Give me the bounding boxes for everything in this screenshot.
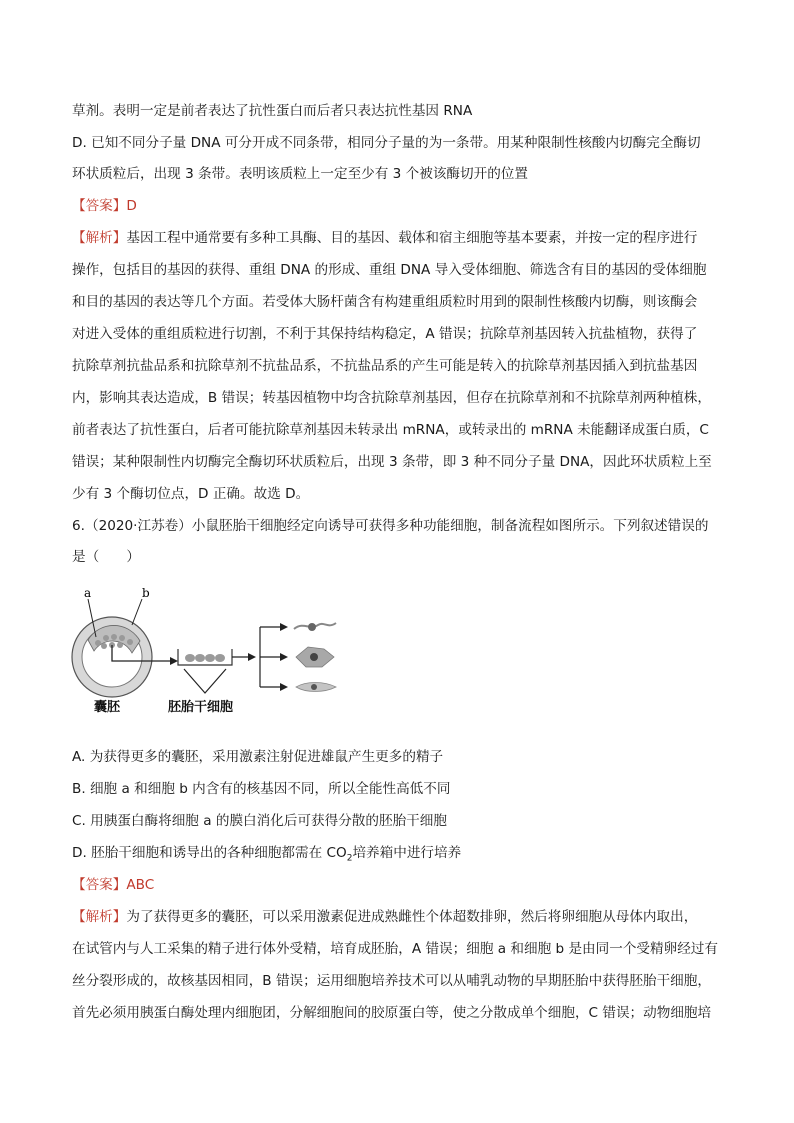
neuron-cell <box>294 623 336 631</box>
analysis-tag: 【解析】 <box>72 909 127 925</box>
analysis-text: 基因工程中通常要有多种工具酶、目的基因、载体和宿主细胞等基本要素，并按一定的程序进行 <box>126 230 698 246</box>
fibroblast-cell <box>296 683 336 692</box>
answer-tag: 【答案】 <box>72 877 127 893</box>
muscle-cell <box>296 647 334 667</box>
option-c: C. 用胰蛋白酶将细胞 a 的膜白消化后可获得分散的胚胎干细胞 <box>72 813 447 829</box>
option-d <box>72 843 461 869</box>
text-line: 草剂。表明一定是前者表达了抗性蛋白而后者只表达抗性基因 RNA <box>72 103 473 119</box>
analysis-line: 对进入受体的重组质粒进行切割，不利于其保持结构稳定，A 错误；抗除草剂基因转入抗盐植物，获得了 <box>72 326 698 342</box>
culture-dish <box>178 649 232 665</box>
analysis-text: 为了获得更多的囊胚，可以采用激素促进成熟雌性个体超数排卵，然后将卵细胞从母体内取出， <box>126 909 698 925</box>
option-a: A. 为获得更多的囊胚，采用激素注射促进雄鼠产生更多的精子 <box>72 749 444 765</box>
answer-tag: 【答案】 <box>72 198 127 214</box>
analysis-line: 少有 3 个酶切位点，D 正确。故选 D。 <box>72 486 310 502</box>
answer-line <box>72 875 154 895</box>
analysis-line: 首先必须用胰蛋白酶处理内细胞团，分解细胞间的胶原蛋白等，使之分散成单个细胞，C 错误；动物细胞培 <box>72 1005 712 1021</box>
analysis-line: 和目的基因的表达等几个方面。若受体大肠杆菌含有构建重组质粒时用到的限制性核酸内切酶，则该酶会 <box>72 294 698 310</box>
label-b: b <box>142 586 150 600</box>
analysis-line: 在试管内与人工采集的精子进行体外受精，培育成胚胎，A 错误；细胞 a 和细胞 b 是由同一个受精卵经过有 <box>72 941 718 957</box>
label-embryonic-stem-cell: 胚胎干细胞 <box>168 700 234 715</box>
bracket-lines <box>184 669 226 693</box>
analysis-line: 抗除草剂抗盐品系和抗除草剂不抗盐品系，不抗盐品系的产生可能是转入的抗除草剂基因插入到抗盐基因 <box>72 358 698 374</box>
analysis-line <box>72 228 697 248</box>
label-blastocyst: 囊胚 <box>94 700 121 715</box>
option-d-text-end: 培养箱中进行培养 <box>352 845 462 861</box>
option-d-text: D. 胚胎干细胞和诱导出的各种细胞都需在 CO <box>72 845 347 861</box>
analysis-line <box>72 907 697 927</box>
analysis-line: 前者表达了抗性蛋白，后者可能抗除草剂基因未转录出 mRNA，或转录出的 mRNA 未能翻译成蛋白质，C <box>72 422 709 438</box>
question-stem: 是（ ） <box>72 549 140 565</box>
analysis-line: 操作，包括目的基因的获得、重组 DNA 的形成、重组 DNA 导入受体细胞、筛选含有目的基因的受体细胞 <box>72 262 707 278</box>
label-a: a <box>84 586 92 600</box>
answer-value: ABC <box>126 877 155 893</box>
answer-value: D <box>126 198 137 214</box>
analysis-line: 错误；某种限制性内切酶完全酶切环状质粒后，出现 3 条带，即 3 种不同分子量 DNA，因此环状质粒上至 <box>72 454 712 470</box>
text-line: 环状质粒后，出现 3 条带。表明该质粒上一定至少有 3 个被该酶切开的位置 <box>72 166 528 182</box>
analysis-line: 丝分裂形成的，故核基因相同，B 错误；运用细胞培养技术可以从哺乳动物的早期胚胎中获得胚胎干细胞， <box>72 973 711 989</box>
leader-line-b <box>132 599 142 625</box>
option-b: B. 细胞 a 和细胞 b 内含有的核基因不同，所以全能性高低不同 <box>72 781 451 797</box>
analysis-line: 内，影响其表达造成，B 错误；转基因植物中均含抗除草剂基因，但存在抗除草剂和不抗除草剂两种植株， <box>72 390 711 406</box>
text-line: D. 已知不同分子量 DNA 可分开成不同条带，相同分子量的为一条带。用某种限制性核酸内切酶完全酶切 <box>72 135 701 151</box>
flow-diagram <box>60 585 350 725</box>
analysis-tag: 【解析】 <box>72 230 127 246</box>
option-d-subscript: 2 <box>346 853 353 864</box>
question-stem: 6.（2020·江苏卷）小鼠胚胎干细胞经定向诱导可获得多种功能细胞，制备流程如图所示。下列叙述错误的 <box>72 518 709 534</box>
answer-line <box>72 196 137 216</box>
